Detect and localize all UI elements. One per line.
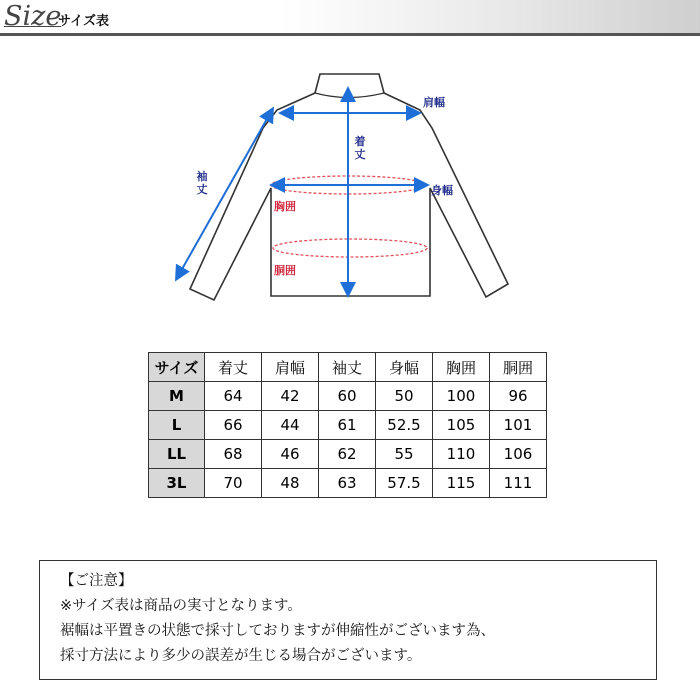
column-header: 身幅	[376, 353, 433, 382]
table-cell: 48	[262, 469, 319, 498]
column-header: 着丈	[205, 353, 262, 382]
notice-heading: 【ご注意】	[60, 573, 133, 589]
table-cell: 60	[319, 382, 376, 411]
table-cell: 66	[205, 411, 262, 440]
table-cell: 62	[319, 440, 376, 469]
table-header-row	[149, 353, 547, 382]
page-title: サイズ表	[58, 14, 109, 29]
column-header: 胸囲	[433, 353, 490, 382]
table-row	[149, 382, 547, 411]
table-cell: 57.5	[376, 469, 433, 498]
table-cell: 100	[433, 382, 490, 411]
table-row	[149, 469, 547, 498]
garment-diagram	[0, 60, 700, 320]
table-cell: 68	[205, 440, 262, 469]
column-header: サイズ	[149, 353, 205, 382]
table-cell: 70	[205, 469, 262, 498]
size-table	[148, 352, 547, 498]
table-cell: 55	[376, 440, 433, 469]
header-script-title: Size	[4, 1, 62, 32]
label-katahaba: 肩幅	[423, 96, 445, 109]
column-header: 肩幅	[262, 353, 319, 382]
label-doumawari: 胴囲	[274, 264, 296, 277]
table-cell: 105	[433, 411, 490, 440]
table-cell: 52.5	[376, 411, 433, 440]
header-underline	[0, 33, 700, 36]
size-label: LL	[149, 440, 205, 469]
table-cell: 44	[262, 411, 319, 440]
notice-line: 採寸方法により多少の誤差が生じる場合がございます。	[60, 648, 422, 664]
table-cell: 64	[205, 382, 262, 411]
label-mihaba: 身幅	[431, 184, 453, 197]
table-cell: 61	[319, 411, 376, 440]
column-header: 胴囲	[490, 353, 547, 382]
sweater-illustration	[0, 60, 700, 320]
table-cell: 115	[433, 469, 490, 498]
label-kitake: 着丈	[354, 135, 366, 161]
table-cell: 101	[490, 411, 547, 440]
size-label: L	[149, 411, 205, 440]
notice-line: ※サイズ表は商品の実寸となります。	[60, 598, 302, 614]
label-sodetake: 袖丈	[196, 170, 208, 196]
label-munemawari: 胸囲	[274, 200, 296, 213]
table-cell: 46	[262, 440, 319, 469]
page-header	[0, 0, 700, 36]
table-row	[149, 411, 547, 440]
column-header: 袖丈	[319, 353, 376, 382]
table-cell: 111	[490, 469, 547, 498]
table-cell: 63	[319, 469, 376, 498]
notice-line: 裾幅は平置きの状態で採寸しておりますが伸縮性がございます為、	[60, 623, 495, 639]
table-cell: 50	[376, 382, 433, 411]
notice-box	[39, 560, 657, 680]
table-cell: 106	[490, 440, 547, 469]
table-cell: 110	[433, 440, 490, 469]
table-cell: 42	[262, 382, 319, 411]
size-label: M	[149, 382, 205, 411]
table-cell: 96	[490, 382, 547, 411]
size-label: 3L	[149, 469, 205, 498]
table-row	[149, 440, 547, 469]
